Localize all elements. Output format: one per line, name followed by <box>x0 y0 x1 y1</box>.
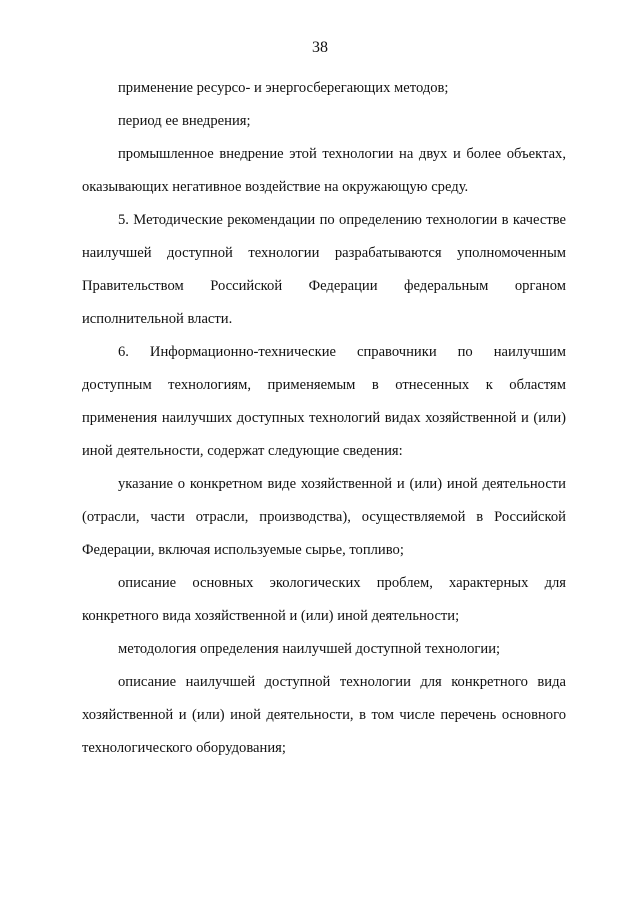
document-body <box>82 72 566 765</box>
page-number: 38 <box>312 39 328 56</box>
paragraph-methodology: методология определения наилучшей доступной технологии; <box>118 641 501 657</box>
paragraph-industrial-implementation: промышленное внедрение этой технологии на двух и более объектах, оказывающих негативное воздействие на окружающую среду. <box>82 146 566 195</box>
paragraph-item-5: 5. Методические рекомендации по определению технологии в качестве наилучшей доступной технологии разрабатываются уполномоченным Правительством Российской Федерации федеральным органом исполнительной власти. <box>82 212 566 327</box>
paragraph-item-6: 6. Информационно-технические справочники по наилучшим доступным технологиям, применяемым в отнесенных к областям применения наилучших доступных технологий видах хозяйственной и (или) иной деятельности, содержат следующие сведения: <box>82 344 566 459</box>
paragraph-best-technology-description: описание наилучшей доступной технологии для конкретного вида хозяйственной и (или) иной деятельности, в том числе перечень основного технологического оборудования; <box>82 674 566 756</box>
paragraph-resource-saving-methods: применение ресурсо- и энергосберегающих методов; <box>118 80 449 96</box>
paragraph-activity-type: указание о конкретном виде хозяйственной и (или) иной деятельности (отрасли, части отрасли, производства), осуществляемой в Российской Федерации, включая используемые сырье, топливо; <box>82 476 566 558</box>
paragraph-ecological-problems: описание основных экологических проблем, характерных для конкретного вида хозяйственной и (или) иной деятельности; <box>82 575 566 624</box>
paragraph-implementation-period: период ее внедрения; <box>118 113 251 129</box>
